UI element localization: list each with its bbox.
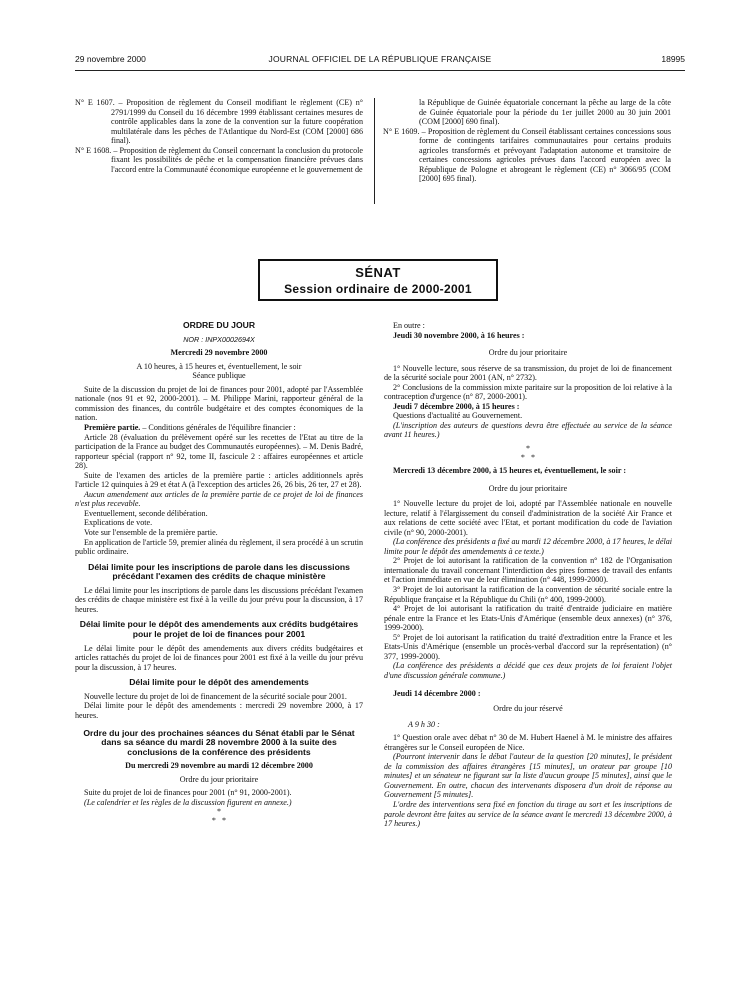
paragraph: Suite de l'examen des articles de la première partie : articles additionnels après l'article 12 quinquies à 29 et état A (à l'exception des articles 26, 26 bis, 26 ter, 27 et 28).: [75, 470, 363, 490]
main-left-column: [75, 321, 363, 825]
paragraph: Nouvelle lecture du projet de loi de financement de la sécurité sociale pour 2001.: [84, 691, 347, 701]
box-title: SÉNAT: [355, 265, 401, 280]
list-item: N° E 1609. – Proposition de règlement du Conseil établissant certaines concessions sous forme de contingents tarifaires communautaires pour certains produits agricoles transformés et prévoyant l'adaptation autonome et transitoire de certaines concessions agricoles prévues dans l'accord européen avec la République de Pologne et abrogeant le règlement (CE) n° 3066/95 (COM [2000] 695 final).: [383, 126, 671, 184]
paragraph: 1° Nouvelle lecture du projet de loi, adopté par l'Assemblée nationale en nouvelle lecture, relatif à l'élargissement du conseil d'administration de la société Air France et aux relations de cette société avec l'Etat, et portant modification du code de l'aviation civile (n° 90, 2000-2001).: [384, 499, 672, 537]
paragraph: (L'inscription des auteurs de questions devra être effectuée au service de la séance avant 11 heures.): [384, 420, 672, 440]
paragraph: (La conférence des présidents a décidé que ces deux projets de loi feraient l'objet d'une discussion générale commune.): [384, 661, 672, 680]
paragraph: Première partie. – Conditions générales de l'équilibre financier :: [84, 422, 296, 432]
paragraph: Article 28 (évaluation du prélèvement opéré sur les recettes de l'Etat au titre de la participation de la France au budget des Communautés européennes). – M. Denis Badré, rapporteur spécial (rapport n° 92, tome II, fascicule 2 : affaires européennes et article 28).: [75, 432, 363, 471]
section-heading: Délai limite pour le dépôt des amendements: [129, 677, 309, 688]
section-heading: Ordre du jour des prochaines séances du Sénat établi par le Sénat dans sa séance du mardi 28 novembre 2000 à la suite des conclusions de la conférence des présidents: [83, 727, 355, 757]
list-item: N° E 1607. – Proposition de règlement du Conseil modifiant le règlement (CE) n° 2791/1999 du Conseil du 16 décembre 1999 établissant certaines mesures de contrôle applicables dans la zone de la convention sur la future coopération multilatérale dans les pêches de l'Atlantique du Nord-Est (COM [2000] 686 final).: [75, 98, 363, 146]
paragraph: (Le calendrier et les règles de la discussion figurent en annexe.): [84, 797, 292, 807]
separator-stars: * * *: [211, 807, 227, 826]
paragraph: Mercredi 13 décembre 2000, à 15 heures et, éventuellement, le soir :: [393, 466, 627, 476]
paragraph: Vote sur l'ensemble de la première partie.: [84, 527, 218, 537]
paragraph: Aucun amendement aux articles de la première partie de ce projet de loi de finances n'est plus recevable.: [75, 489, 363, 509]
paragraph: 5° Projet de loi autorisant la ratification du traité d'extradition entre la France et les Etats-Unis d'Amérique (ensemble un procès-verbal d'accord sur la représentation) (n° 377, 1999-2000).: [384, 632, 672, 661]
paragraph: (La conférence des présidents a fixé au mardi 12 décembre 2000, à 17 heures, le délai limite pour le dépôt des amendements à ce texte.): [384, 537, 672, 556]
date-heading: Mercredi 29 novembre 2000: [170, 348, 268, 358]
session-hours: A 10 heures, à 15 heures et, éventuellement, le soir: [136, 361, 302, 371]
separator-stars: * * *: [520, 444, 536, 463]
paragraph: Explications de vote.: [84, 518, 153, 528]
nor-reference: NOR : INPX0002694X: [183, 334, 255, 344]
paragraph: 1° Nouvelle lecture, sous réserve de sa transmission, du projet de loi de financement de la sécurité sociale pour 2001 (AN, n° 2732).: [384, 363, 672, 383]
section-heading: ORDRE DU JOUR: [182, 320, 256, 330]
paragraph: Délai limite pour le dépôt des amendements : mercredi 29 novembre 2000, à 17 heures.: [75, 701, 363, 720]
agenda-type: Ordre du jour prioritaire: [179, 774, 259, 784]
paragraph: Le délai limite pour le dépôt des amendements aux divers crédits budgétaires et articles rattachés du projet de loi de finances pour 2001 est fixé à la veille du jour prévu pour la discussion, à 17 heures.: [75, 643, 363, 672]
top-left-column: [75, 98, 363, 174]
paragraph: (Pourront intervenir dans le débat l'auteur de la question [20 minutes], le président de la commission des affaires étrangères [15 minutes], un orateur par groupe [10 minutes] et un sénateur ne figurant sur la liste d'aucun groupe [5 minutes], ainsi que le Gouvernement. En outre, chacun des intervenants disposera d'un droit de réponse au Gouvernement [5 minutes].: [384, 752, 672, 800]
paragraph: En application de l'article 59, premier alinéa du règlement, il sera procédé à un scrutin public ordinaire.: [75, 537, 363, 557]
date-heading: Jeudi 14 décembre 2000 :: [393, 688, 481, 698]
session-hours: A 9 h 30 :: [408, 719, 440, 729]
column-divider: [374, 98, 375, 204]
paragraph: Suite du projet de loi de finances pour 2001 (n° 91, 2000-2001).: [84, 788, 292, 798]
header-page-number: 18995: [661, 54, 685, 64]
paragraph: Questions d'actualité au Gouvernement.: [393, 411, 523, 421]
paragraph: 4° Projet de loi autorisant la ratification du traité d'entraide judiciaire en matière pénale entre la France et les Etats-Unis d'Amérique (ensemble deux annexes) (n° 376, 1999-2000).: [384, 604, 672, 633]
paragraph: 1° Question orale avec débat n° 30 de M. Hubert Haenel à M. le ministre des affaires étrangères sur le Conseil européen de Nice.: [384, 733, 672, 752]
top-right-column: [383, 98, 671, 184]
paragraph: L'ordre des interventions sera fixé en fonction du tirage au sort et les inscriptions de parole devront être faites au service de la séance avant le mercredi 13 décembre 2000, à 17 heures.): [384, 799, 672, 829]
agenda-type: Ordre du jour réservé: [493, 704, 563, 714]
paragraph: Suite de la discussion du projet de loi de finances pour 2001, adopté par l'Assemblée nationale (nos 91 et 92, 2000-2001). – M. Philippe Marini, rapporteur général de la commission des finances, du contrôle budgétaire et des comptes économiques de la nation.: [75, 384, 363, 423]
paragraph: Eventuellement, seconde délibération.: [84, 508, 208, 518]
paragraph: 2° Conclusions de la commission mixte paritaire sur la proposition de loi relative à la contraception d'urgence (n° 87, 2000-2001).: [384, 382, 672, 402]
senate-title-box: [258, 259, 498, 301]
date-heading: Jeudi 7 décembre 2000, à 15 heures :: [393, 401, 520, 411]
header-journal-title: JOURNAL OFFICIEL DE LA RÉPUBLIQUE FRANÇAISE: [268, 54, 492, 64]
section-heading: Délai limite pour le dépôt des amendements aux crédits budgétaires pour le projet de loi de finances pour 2001: [79, 619, 359, 640]
paragraph: 2° Projet de loi autorisant la ratification de la convention n° 182 de l'Organisation internationale du travail concernant l'interdiction des pires formes de travail des enfants et l'action immédiate en vue de leur élimination (n° 448, 1999-2000).: [384, 556, 672, 585]
agenda-type: Ordre du jour prioritaire: [488, 483, 568, 493]
main-right-column: [384, 321, 672, 829]
list-item: la République de Guinée équatoriale concernant la pêche au large de la côte de Guinée équatoriale pour la période du 1er juillet 2000 au 30 juin 2001 (COM [2000] 690 final).: [419, 98, 671, 127]
session-type: Séance publique: [192, 371, 246, 381]
running-header: [75, 54, 685, 68]
list-item: N° E 1608. – Proposition de règlement du Conseil concernant la conclusion du protocole fixant les possibilités de pêche et la compensation financière prévues dans l'accord entre la Communauté économique européenne et le gouvernement de: [75, 145, 363, 174]
date-heading: Du mercredi 29 novembre au mardi 12 décembre 2000: [125, 761, 313, 771]
section-heading: Délai limite pour les inscriptions de parole dans les discussions précédant l'examen des crédits de chaque ministère: [88, 561, 350, 582]
box-subtitle: Session ordinaire de 2000-2001: [284, 282, 472, 296]
paragraph: En outre :: [393, 321, 425, 330]
paragraph: Le délai limite pour les inscriptions de parole dans les discussions précédant l'examen des crédits de chaque ministère est fixé à la veille du jour prévu pour la discussion, à 17 heures.: [75, 585, 363, 614]
header-rule: [75, 70, 685, 71]
paragraph: 3° Projet de loi autorisant la ratification de la convention de sécurité sociale entre la République française et la République du Chili (n° 400, 1999-2000).: [384, 585, 672, 604]
date-heading: Jeudi 30 novembre 2000, à 16 heures :: [393, 330, 525, 340]
header-date: 29 novembre 2000: [75, 54, 146, 64]
agenda-type: Ordre du jour prioritaire: [488, 348, 568, 358]
